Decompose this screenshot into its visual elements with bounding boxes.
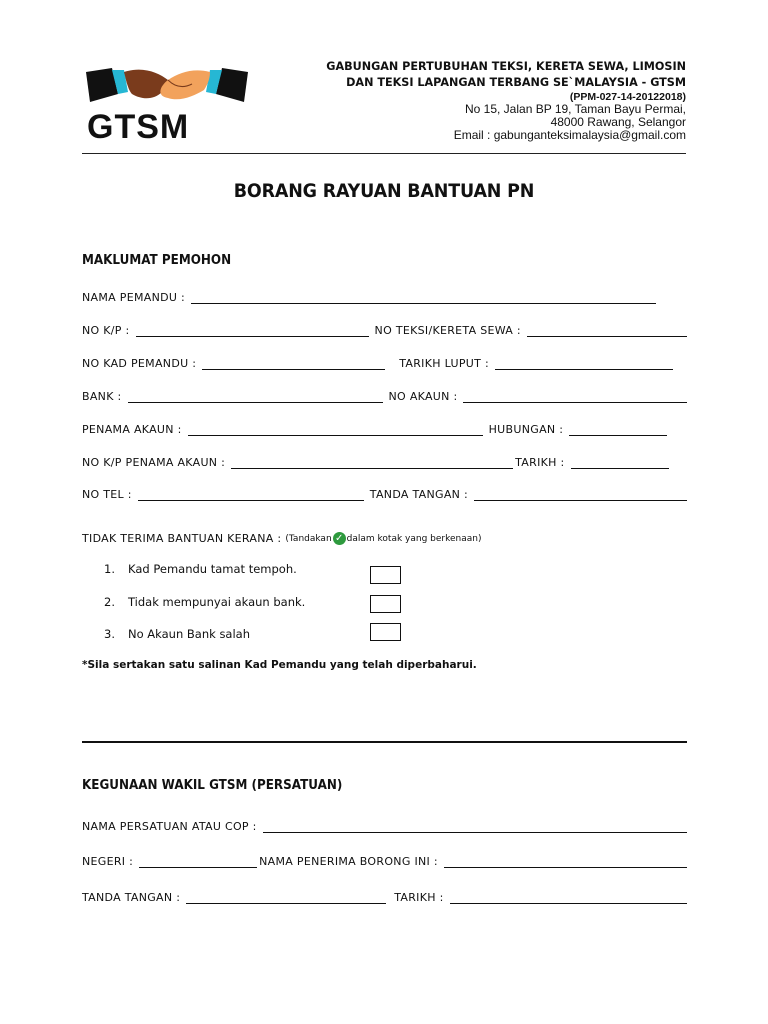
reasons-note-prefix: (Tandakan — [285, 533, 332, 544]
field-tarikh[interactable] — [571, 456, 669, 469]
field-no-kp[interactable] — [136, 324, 369, 337]
section-heading-applicant: MAKLUMAT PEMOHON — [82, 253, 232, 268]
field-nama-persatuan[interactable] — [263, 820, 687, 833]
label-negeri: NEGERI : — [82, 855, 134, 868]
label-nama-pemandu: NAMA PEMANDU : — [82, 291, 186, 304]
field-negeri[interactable] — [139, 855, 257, 868]
row-no-kad-pemandu — [82, 352, 687, 370]
field-no-teksi[interactable] — [527, 324, 687, 337]
reason-item-text: Kad Pemandu tamat tempoh. — [128, 562, 297, 576]
label-official-tanda-tangan: TANDA TANGAN : — [82, 891, 181, 904]
row-negeri — [82, 850, 687, 868]
footnote: *Sila sertakan satu salinan Kad Pemandu yang telah diperbaharui. — [82, 659, 477, 671]
label-nama-penerima: NAMA PENERIMA BORONG INI : — [259, 855, 438, 868]
field-no-kp-penama[interactable] — [231, 456, 513, 469]
reason-item-number: 3. — [104, 627, 115, 641]
reason-item-2 — [104, 595, 305, 609]
org-name-line2: DAN TEKSI LAPANGAN TERBANG SE`MALAYSIA - GTSM — [346, 76, 686, 89]
reasons-title-row — [82, 532, 482, 545]
field-official-tarikh[interactable] — [450, 891, 687, 904]
field-hubungan[interactable] — [569, 423, 667, 436]
row-official-tanda-tangan — [82, 886, 687, 904]
row-nama-pemandu — [82, 286, 687, 304]
logo-text: GTSM — [87, 108, 190, 142]
reasons-note-suffix: dalam kotak yang berkenaan) — [346, 533, 482, 544]
field-nama-penerima[interactable] — [444, 855, 687, 868]
field-bank[interactable] — [128, 390, 383, 403]
label-no-kp-penama: NO K/P PENAMA AKAUN : — [82, 456, 226, 469]
label-no-kp: NO K/P : — [82, 324, 130, 337]
email: Email : gabunganteksimalaysia@gmail.com — [453, 128, 686, 142]
label-tanda-tangan: TANDA TANGAN : — [369, 488, 469, 501]
checkbox-reason-3[interactable] — [370, 623, 401, 641]
reason-item-number: 1. — [104, 562, 115, 576]
green-checkmark-icon: ✓ — [333, 532, 346, 545]
label-no-akaun: NO AKAUN : — [388, 390, 458, 403]
label-bank: BANK : — [82, 390, 122, 403]
label-tarikh-luput: TARIKH LUPUT : — [399, 357, 489, 370]
reason-item-3 — [104, 627, 250, 641]
field-nama-pemandu[interactable] — [191, 291, 656, 304]
field-no-kad-pemandu[interactable] — [202, 357, 385, 370]
field-official-tanda-tangan[interactable] — [186, 891, 386, 904]
row-no-kp — [82, 319, 687, 337]
gtsm-handshake-logo — [84, 66, 250, 142]
field-tanda-tangan[interactable] — [474, 488, 687, 501]
form-title: BORANG RAYUAN BANTUAN PN — [233, 180, 535, 202]
checkbox-reason-1[interactable] — [370, 566, 401, 584]
address-line1: No 15, Jalan BP 19, Taman Bayu Permai, — [464, 102, 686, 116]
label-no-tel: NO TEL : — [82, 488, 132, 501]
reason-item-1 — [104, 562, 297, 576]
label-no-teksi: NO TEKSI/KERETA SEWA : — [374, 324, 521, 337]
row-penama-akaun — [82, 418, 687, 436]
field-tarikh-luput[interactable] — [495, 357, 673, 370]
reasons-note — [285, 532, 481, 545]
row-no-kp-penama — [82, 451, 687, 469]
label-official-tarikh: TARIKH : — [394, 891, 444, 904]
row-bank — [82, 385, 687, 403]
reason-item-text: Tidak mempunyai akaun bank. — [128, 595, 306, 609]
field-no-akaun[interactable] — [463, 390, 687, 403]
field-no-tel[interactable] — [138, 488, 364, 501]
row-nama-persatuan — [82, 815, 687, 833]
section-heading-official: KEGUNAAN WAKIL GTSM (PERSATUAN) — [82, 778, 343, 793]
registration-number: (PPM-027-14-20122018) — [569, 91, 686, 103]
header-divider — [82, 153, 686, 154]
reasons-title: TIDAK TERIMA BANTUAN KERANA : — [82, 532, 282, 545]
label-nama-persatuan: NAMA PERSATUAN ATAU COP : — [82, 820, 257, 833]
reason-item-text: No Akaun Bank salah — [128, 627, 251, 641]
org-name-line1: GABUNGAN PERTUBUHAN TEKSI, KERETA SEWA, LIMOSIN — [326, 60, 686, 73]
row-no-tel — [82, 483, 687, 501]
reason-item-number: 2. — [104, 595, 115, 609]
label-penama-akaun: PENAMA AKAUN : — [82, 423, 182, 436]
field-penama-akaun[interactable] — [188, 423, 483, 436]
label-hubungan: HUBUNGAN : — [488, 423, 564, 436]
label-no-kad-pemandu: NO KAD PEMANDU : — [82, 357, 197, 370]
address-line2: 48000 Rawang, Selangor — [550, 115, 686, 129]
label-tarikh: TARIKH : — [515, 456, 565, 469]
checkbox-reason-2[interactable] — [370, 595, 401, 613]
section-divider — [82, 741, 687, 743]
